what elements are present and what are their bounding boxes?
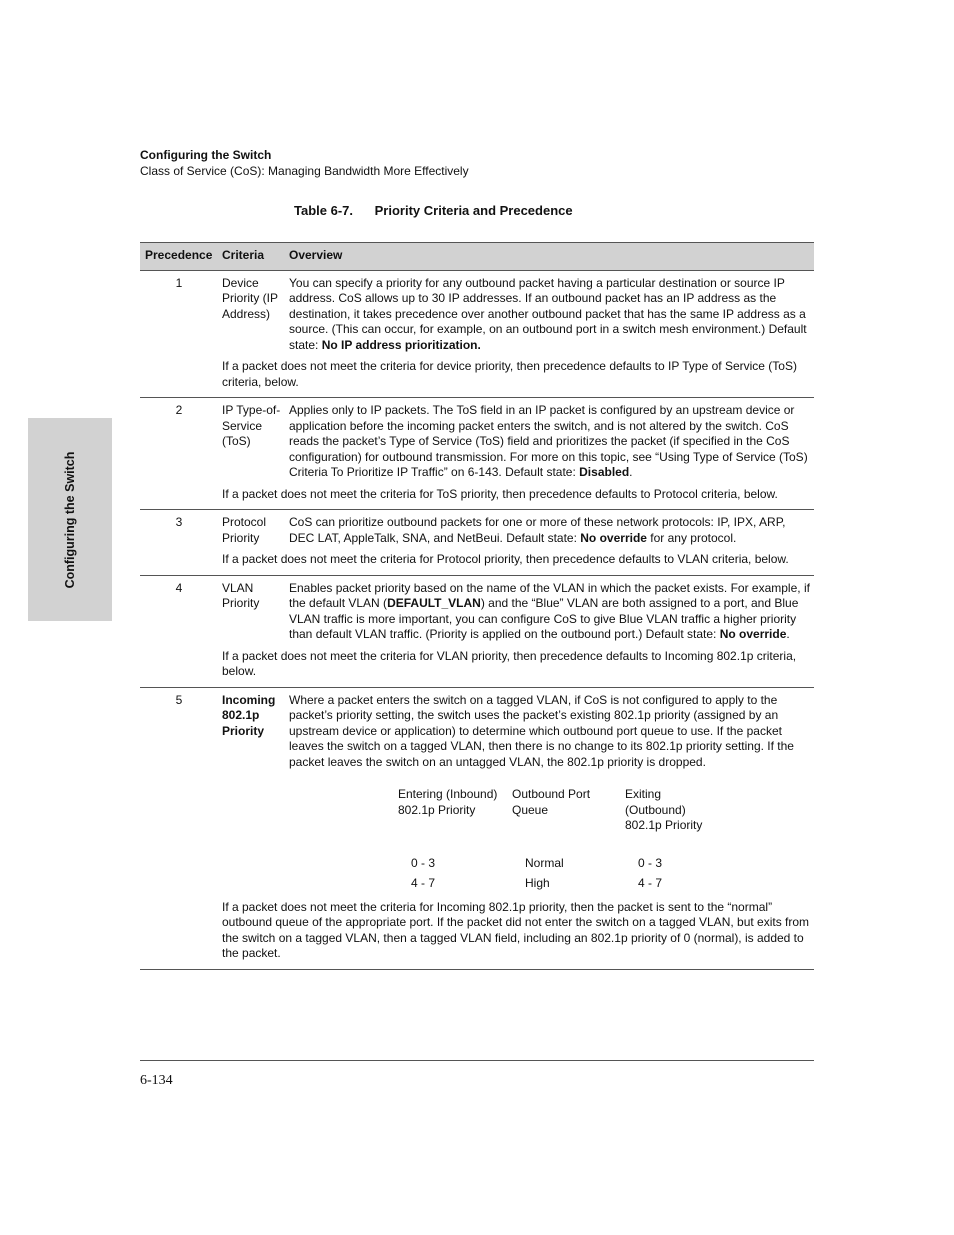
table-note-row: [140, 353, 814, 398]
precedence-note: If a packet does not meet the criteria for ToS priority, then precedence defaults to Protocol criteria, below.: [218, 481, 814, 510]
table-row: [140, 687, 814, 894]
subtable-header-row: [394, 782, 729, 834]
subtable-cell: 4 - 7: [638, 876, 663, 890]
subtable-row: [394, 871, 729, 892]
precedence-note: If a packet does not meet the criteria for Protocol priority, then precedence defaults to VLAN criteria, below.: [218, 546, 814, 575]
table-header-row: [140, 243, 814, 271]
overview-cell: [285, 270, 814, 353]
table-note-row: [140, 894, 814, 970]
overview-bold: DEFAULT_VLAN: [387, 596, 481, 610]
overview-text: CoS can prioritize outbound packets for one or more of these network protocols: IP, IPX, ARP, DEC LAT, AppleTalk, SNA, and NetBeui. Default state:: [289, 515, 786, 545]
criteria-cell: VLAN Priority: [222, 580, 260, 610]
precedence-note: If a packet does not meet the criteria for Incoming 802.1p priority, then the packet is sent to the “normal” outbound queue of the appropriate port. If the packet did not enter the switch on a tagged VLAN, but exits from the switch on a tagged VLAN, then a tagged VLAN field, including an 802.1p priority of 0 (normal), is added to the packet.: [218, 894, 814, 970]
subtable-cell: Normal: [525, 855, 564, 870]
side-tab-label: Configuring the Switch: [63, 451, 77, 588]
table-number: Table 6-7.: [294, 203, 354, 218]
overview-text: Enables packet priority based on the name of the VLAN in which the packet exists. For example, if the default VLAN (: [289, 580, 810, 610]
precedence-note: If a packet does not meet the criteria for device priority, then precedence defaults to IP Type of Service (ToS) criteria, below.: [218, 353, 814, 398]
overview-bold: Disabled: [579, 465, 630, 479]
subtable-cell: 0 - 3: [638, 855, 663, 870]
footer-rule: [140, 1060, 814, 1061]
table-note-row: [140, 546, 814, 575]
criteria-cell: Protocol Priority: [222, 515, 267, 545]
criteria-cell: Incoming 802.1p Priority: [222, 692, 276, 738]
overview-cell: [285, 510, 814, 547]
subtable-cell: 4 - 7: [411, 876, 436, 890]
subtable-cell: 0 - 3: [411, 855, 436, 870]
side-tab: [28, 418, 112, 621]
criteria-cell: Device Priority (IP Address): [222, 275, 278, 321]
precedence-cell: 2: [175, 403, 183, 417]
table-title: Priority Criteria and Precedence: [374, 203, 573, 218]
precedence-cell: 3: [175, 515, 183, 529]
col-header-criteria: Criteria: [218, 243, 285, 271]
overview-bold: No IP address prioritization.: [321, 337, 481, 352]
subtable-row: [394, 851, 729, 872]
precedence-cell: 5: [175, 692, 183, 707]
overview-bold-2: No override: [719, 627, 787, 641]
overview-end: .: [786, 627, 790, 641]
overview-cell: [285, 398, 814, 481]
subtable-header: Exiting (Outbound) 802.1p Priority: [625, 787, 703, 832]
overview-cell: [285, 687, 814, 894]
precedence-cell: 4: [175, 580, 183, 595]
overview-text: Applies only to IP packets. The ToS field in an IP packet is configured by an upstream device or application before the incoming packet enters the switch, and is not altered by the switch. CoS reads the packet’s Type of Service (ToS) field and prioritizes the packet (if specified in the CoS configuration) for outbound transmission. For more on this topic, see “Using Type of Service (ToS) Criteria To Prioritize IP Traffic” on 6-143. Default state:: [289, 403, 808, 479]
precedence-cell: 1: [175, 275, 183, 290]
subtable-header: Outbound Port Queue: [512, 787, 591, 817]
overview-cell: [285, 575, 814, 643]
table-note-row: [140, 643, 814, 688]
table-row: [140, 270, 814, 353]
table-caption: [294, 203, 573, 218]
overview-end: for any protocol.: [646, 530, 737, 545]
overview-text: Where a packet enters the switch on a tagged VLAN, if CoS is not configured to apply to the packet’s priority setting, the switch uses the packet’s existing 802.1p priority (assigned by an upstream device or application) to determine which outbound port queue to use. If the packet leaves the switch on a tagged VLAN, then there is no change to its 802.1p priority setting. If the packet leaves the switch on an untagged VLAN, the 802.1p priority is dropped.: [289, 692, 794, 769]
col-header-overview: Overview: [285, 243, 814, 271]
table-row: [140, 398, 814, 481]
table-row: [140, 510, 814, 547]
overview-bold: No override: [580, 530, 647, 545]
running-header-subtitle: Class of Service (CoS): Managing Bandwidth More Effectively: [140, 164, 469, 178]
priority-mapping-subtable: [394, 782, 729, 892]
overview-text: You can specify a priority for any outbound packet having a particular destination or source IP address. CoS allows up to 30 IP addresses. If an outbound packet has an IP address as the destination, it takes precedence over another outbound packet that has the same IP address as a source. (This can occur, for example, on an outbound port in a switch mesh environment.) Default state:: [289, 275, 807, 352]
table-note-row: [140, 481, 814, 510]
page-number: 6-134: [140, 1073, 173, 1088]
subtable-cell: High: [525, 876, 550, 890]
table-row: [140, 575, 814, 643]
priority-criteria-table: [140, 242, 814, 970]
overview-end: .: [629, 465, 633, 479]
precedence-note: If a packet does not meet the criteria for VLAN priority, then precedence defaults to Incoming 802.1p criteria, below.: [218, 643, 814, 688]
col-header-precedence: Precedence: [140, 243, 218, 271]
subtable-header: Entering (Inbound) 802.1p Priority: [398, 787, 498, 817]
running-header-title: Configuring the Switch: [140, 148, 272, 162]
overview-mid: ) and the “Blue” VLAN are both assigned to a port, and Blue VLAN traffic is more important, you can configure CoS to give Blue VLAN traffic a higher priority than default VLAN traffic. (Priority is applied on the outbound port.) Default state:: [289, 596, 799, 641]
criteria-cell: IP Type-of-Service (ToS): [222, 403, 281, 448]
